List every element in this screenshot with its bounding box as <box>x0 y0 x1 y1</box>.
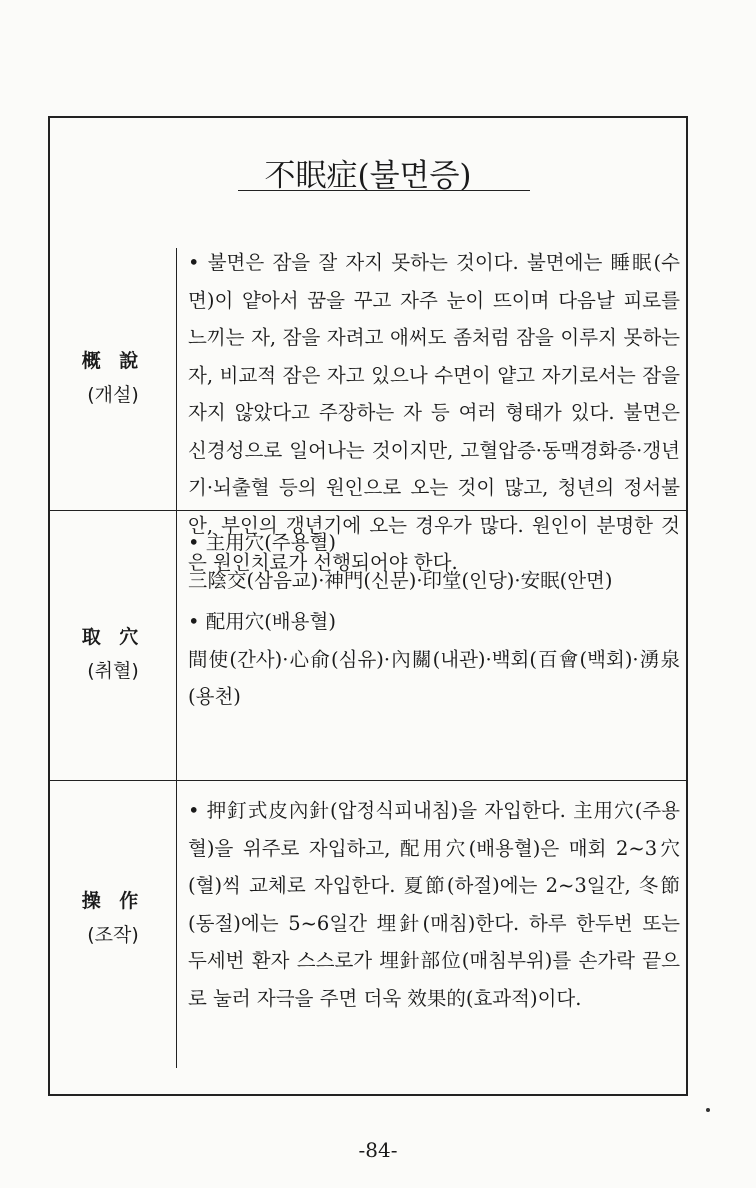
paragraph: • 配用穴(배용혈) <box>188 610 336 633</box>
section-divider <box>50 780 688 781</box>
section-content-procedure <box>188 792 680 1017</box>
page-title: 不眠症(불면증) <box>264 158 472 194</box>
section-content-acupoints <box>188 524 680 716</box>
section-label-hangul: (개설) <box>87 384 139 406</box>
paragraph: 間使(간사)·心俞(심유)·內關(내관)·백회(百會(백회)·湧泉(용천) <box>188 647 680 708</box>
title-underline <box>238 190 530 191</box>
section-label-kanji: 取 穴 <box>81 626 145 648</box>
paragraph: • 불면은 잠을 잘 자지 못하는 것이다. 불면에는 睡眠(수면)이 얕아서 꿈을 꾸고 자주 눈이 뜨이며 다음날 피로를 느끼는 자, 잠을 자려고 애써도 좀처럼 잠을 이루지 못하는 자, 비교적 잠은 자고 있으나 수면이 얕고 자기로서는 잠을 자지 않았다고 주장하는 자 등 여러 형태가 있다. 불면은 신경성으로 일어나는 것이지만, 고혈압증·동맥경화증·갱년기·뇌출혈 등의 원인으로 오는 것이 많고, 청년의 정서불안, 부인의 갱년기에 오는 경우가 많다. 원인이 분명한 것은 원인치료가 선행되어야 한다. <box>188 251 680 574</box>
section-label-hangul: (취혈) <box>87 660 139 682</box>
section-label-kanji: 操 作 <box>81 890 145 912</box>
section-divider <box>50 510 688 511</box>
paragraph: 三陰交(삼음교)·神門(신문)·印堂(인당)·安眠(안면) <box>188 568 613 592</box>
section-label-acupoints <box>50 620 176 688</box>
column-divider <box>176 248 177 1068</box>
page-number: -84- <box>358 1138 398 1162</box>
speck <box>706 1108 710 1112</box>
section-label-kanji: 概 說 <box>81 350 145 372</box>
section-label-overview <box>50 344 176 412</box>
section-label-procedure <box>50 884 176 952</box>
paragraph: • 押釘式皮內針(압정식피내침)을 자입한다. 主用穴(주용혈)을 위주로 자입하고, 配用穴(배용혈)은 매회 2~3穴(혈)씩 교체로 자입한다. 夏節(하절)에는 2~3일간, 冬節(동절)에는 5~6일간 埋針(매침)한다. 하루 한두번 또는 두세번 환자 스스로가 埋針部位(매침부위)를 손가락 끝으로 눌러 자극을 주면 더욱 效果的(효과적)이다. <box>188 799 680 1010</box>
page-frame <box>48 116 688 1096</box>
paragraph: • 主用穴(주용혈) <box>188 531 336 554</box>
section-label-hangul: (조작) <box>87 924 139 946</box>
